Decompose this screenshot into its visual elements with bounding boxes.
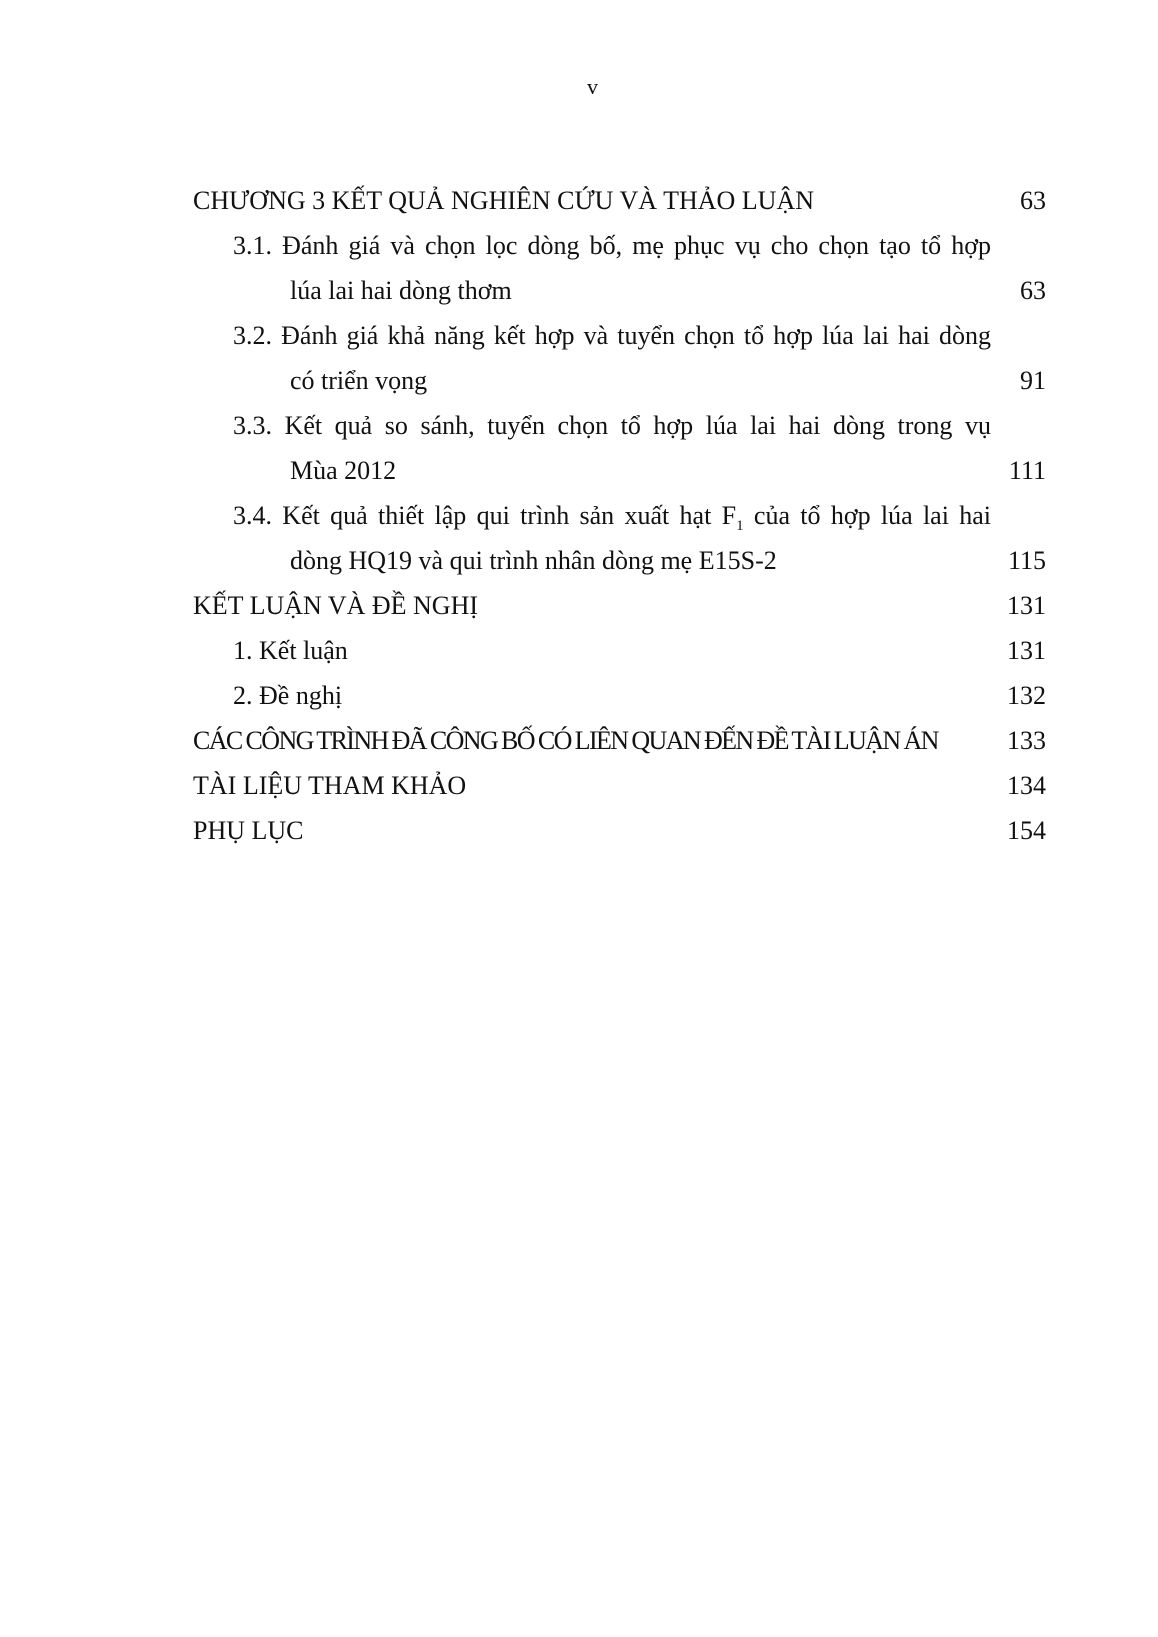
toc-entry-title-part: 3.4. Kết quả thiết lập qui trình sản xuất hạt F	[233, 501, 737, 530]
toc-entry-page: 133	[1007, 726, 1046, 755]
toc-entry-title: 2. Đề nghị	[233, 681, 343, 710]
toc-entry-3-4[interactable]	[0, 493, 1158, 538]
toc-entry-title: CHƯƠNG 3 KẾT QUẢ NGHIÊN CỨU VÀ THẢO LUẬN	[193, 186, 814, 215]
toc-entry-page: 134	[1007, 771, 1046, 800]
toc-entry-page: 111	[1008, 456, 1046, 485]
toc-entry-chapter-3[interactable]	[0, 178, 1158, 223]
toc-entry-page: 115	[1007, 546, 1046, 575]
toc-entry-3-2[interactable]	[0, 313, 1158, 358]
toc-entry-title: 3.3. Kết quả so sánh, tuyển chọn tổ hợp lúa lai hai dòng trong vụ	[233, 411, 991, 440]
toc-entry-conclusion[interactable]	[0, 583, 1158, 628]
toc-entry-3-2-continued[interactable]	[0, 358, 1158, 403]
toc-entry-title: 1. Kết luận	[233, 636, 348, 665]
toc-entry-3-4-continued[interactable]	[0, 538, 1158, 583]
toc-entry-page: 91	[1020, 366, 1046, 395]
toc-entry-title: dòng HQ19 và qui trình nhân dòng mẹ E15S-2	[290, 546, 777, 575]
toc-entry-title: lúa lai hai dòng thơm	[290, 276, 512, 305]
table-of-contents	[0, 178, 1158, 853]
toc-entry-appendix[interactable]	[0, 808, 1158, 853]
toc-entry-title: PHỤ LỤC	[193, 816, 304, 845]
toc-entry-publications[interactable]	[0, 718, 1158, 763]
toc-entry-title-part: của tổ hợp lúa lai hai	[743, 501, 991, 530]
subscript: 1	[736, 518, 744, 534]
toc-entry-title: TÀI LIỆU THAM KHẢO	[193, 771, 467, 800]
toc-entry-3-1[interactable]	[0, 223, 1158, 268]
toc-entry-title: 3.1. Đánh giá và chọn lọc dòng bố, mẹ phục vụ cho chọn tạo tổ hợp	[233, 231, 991, 260]
toc-entry-3-3-continued[interactable]	[0, 448, 1158, 493]
toc-entry-title: CÁC CÔNG TRÌNH ĐÃ CÔNG BỐ CÓ LIÊN QUAN ĐẾN ĐỀ TÀI LUẬN ÁN	[193, 726, 938, 755]
toc-entry-page: 132	[1007, 681, 1046, 710]
toc-entry-page: 131	[1007, 636, 1046, 665]
toc-entry-page: 63	[1020, 186, 1046, 215]
toc-entry-conclusion-1[interactable]	[0, 628, 1158, 673]
toc-entry-references[interactable]	[0, 763, 1158, 808]
page-number: v	[587, 74, 598, 99]
toc-entry-page: 131	[1007, 591, 1046, 620]
toc-entry-conclusion-2[interactable]	[0, 673, 1158, 718]
toc-entry-title	[233, 493, 991, 538]
toc-entry-3-3[interactable]	[0, 403, 1158, 448]
toc-entry-page: 154	[1007, 816, 1046, 845]
toc-entry-title: KẾT LUẬN VÀ ĐỀ NGHỊ	[193, 591, 479, 620]
toc-entry-title: có triển vọng	[290, 366, 428, 395]
toc-entry-title: 3.2. Đánh giá khả năng kết hợp và tuyển chọn tổ hợp lúa lai hai dòng	[233, 321, 991, 350]
toc-entry-3-1-continued[interactable]	[0, 268, 1158, 313]
toc-entry-page: 63	[1020, 276, 1046, 305]
toc-entry-title: Mùa 2012	[290, 456, 397, 485]
